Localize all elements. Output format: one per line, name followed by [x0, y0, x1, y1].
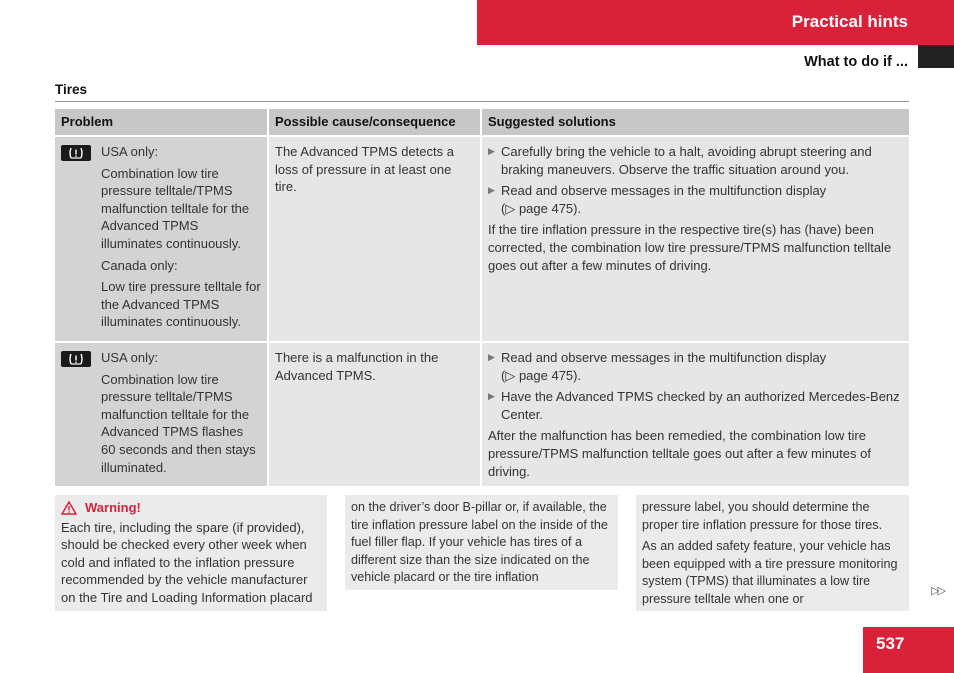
triangle-bullet-icon: ▶ — [488, 146, 495, 156]
text-column-3 — [636, 495, 909, 611]
triangle-bullet-icon: ▶ — [488, 351, 495, 362]
solution-item: ▶ Read and observe messages in the multifunction display (▷ page 475). — [488, 183, 827, 216]
header-tab-marker — [918, 45, 954, 68]
solution-item: ▶ Carefully bring the vehicle to a halt, avoiding abrupt steering and braking maneuvers. Observe the traffic situation around you. — [488, 144, 872, 177]
page-reference[interactable]: (▷ page 475). — [501, 200, 582, 216]
body-paragraph: on the driver’s door B-pillar or, if available, the tire inflation pressure label on the inside of the fuel filler flap. If your vehicle has tires of a different size than the size indicated on the vehicle placard or the tire inflation — [351, 500, 608, 585]
solution-item: ▶ Have the Advanced TPMS checked by an authorized Mercedes-Benz Center. — [488, 389, 900, 422]
column-header-problem: Problem — [55, 109, 268, 136]
continued-marker: ▷▷ — [931, 585, 944, 597]
tire-pressure-telltale-icon — [61, 145, 91, 161]
body-paragraph: As an added safety feature, your vehicle has been equipped with a tire pressure monitoring system (TPMS) that illuminates a low tire pressure telltale when one or — [642, 539, 898, 606]
column-header-solutions: Suggested solutions — [481, 109, 909, 136]
solution-note: If the tire inflation pressure in the respective tire(s) has (have) been corrected, the combination low tire pressure/TPMS malfunction telltale goes out after a few minutes of driving. — [488, 222, 892, 273]
cause-cell: There is a malfunction in the Advanced TPMS. — [268, 342, 481, 487]
problem-text: Combination low tire pressure telltale/TPMS malfunction telltale for the Advanced TPMS illuminates continuously. — [101, 165, 250, 251]
problem-text: Canada only: — [101, 257, 178, 273]
table-row — [55, 136, 909, 342]
problem-text: Low tire pressure telltale for the Advanced TPMS illuminates continuously. — [101, 279, 261, 330]
cause-cell: The Advanced TPMS detects a loss of pressure in at least one tire. — [268, 136, 481, 342]
solution-note: After the malfunction has been remedied, the combination low tire pressure/TPMS malfunction telltale goes out after a few minutes of driving. — [488, 428, 871, 479]
solutions-cell — [481, 342, 909, 487]
warning-heading — [61, 499, 321, 517]
page-title: Tires — [55, 82, 88, 97]
body-paragraph: pressure label, you should determine the proper tire inflation pressure for those tires. — [642, 500, 883, 532]
text-column-2 — [345, 495, 618, 590]
problem-text: USA only: — [101, 144, 159, 159]
solution-item: ▶ Read and observe messages in the multifunction display (▷ page 475). — [488, 349, 827, 383]
triangle-bullet-icon: ▶ — [488, 391, 495, 402]
section-title: Practical hints — [791, 12, 908, 31]
warning-text: Each tire, including the spare (if provided), should be checked every other week when cold and inflated to the inflation pressure recommended by the vehicle manufacturer on the Tire and Loading Information placard — [61, 519, 313, 605]
problem-cell — [55, 136, 268, 342]
title-divider — [55, 101, 909, 102]
problem-cell — [55, 342, 268, 487]
tire-pressure-telltale-icon — [61, 351, 91, 367]
problem-text: Combination low tire pressure telltale/TPMS malfunction telltale for the Advanced TPMS flashes 60 seconds and then stays illuminated. — [101, 371, 256, 475]
warning-label: Warning! — [85, 500, 141, 515]
warning-box — [55, 495, 327, 611]
warning-triangle-icon — [61, 501, 77, 515]
page-reference[interactable]: (▷ page 475). — [501, 367, 582, 383]
solutions-cell — [481, 136, 909, 342]
subsection-title: What to do if ... — [804, 54, 908, 70]
table-header-row — [55, 109, 909, 136]
triangle-bullet-icon: ▶ — [488, 185, 495, 196]
tires-table — [55, 109, 909, 488]
column-header-cause: Possible cause/consequence — [268, 109, 481, 136]
table-row — [55, 342, 909, 487]
problem-text: USA only: — [101, 349, 159, 365]
page-number: 537 — [876, 634, 905, 653]
